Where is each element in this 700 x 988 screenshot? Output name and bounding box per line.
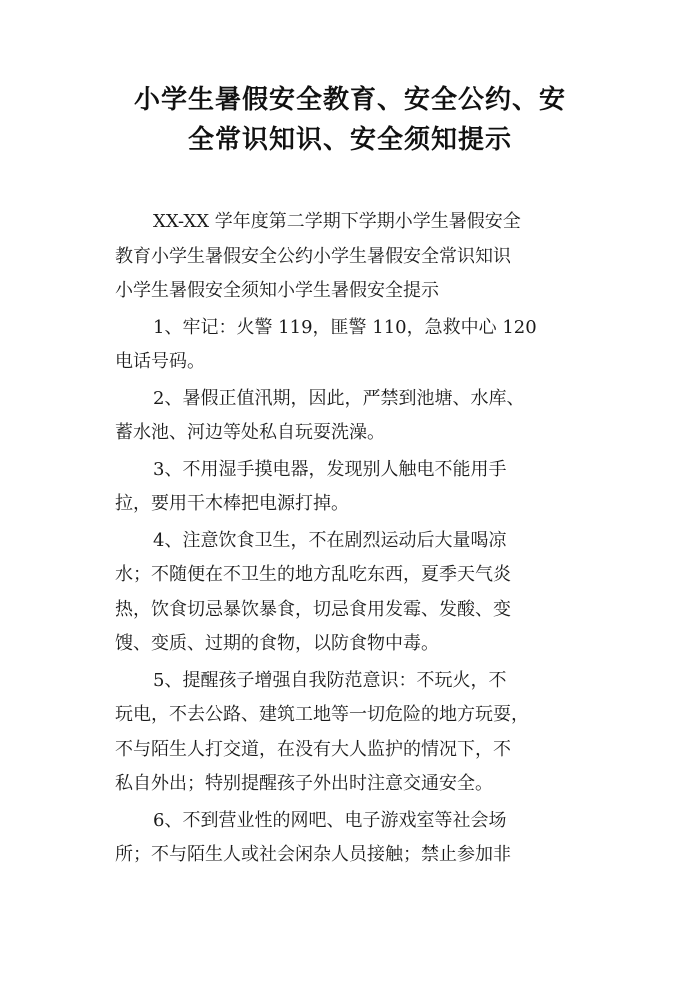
paragraph-line: 蓄水池、河边等处私自玩耍洗澡。 <box>115 422 385 443</box>
paragraph-intro <box>115 205 595 309</box>
paragraph-line: 不与陌生人打交道，在没有大人监护的情况下，不 <box>115 738 511 760</box>
paragraph-line: 5、提醒孩子增强自我防范意识：不玩火，不 <box>153 669 507 691</box>
paragraph-line: 馊、变质、过期的食物，以防食物中毒。 <box>115 633 439 654</box>
paragraph-line: 拉，要用干木棒把电源打掉。 <box>115 493 349 514</box>
paragraph-item-1 <box>115 311 595 380</box>
paragraph-line: 私自外出；特别提醒孩子外出时注意交通安全。 <box>115 773 493 794</box>
paragraph-line: 所；不与陌生人或社会闲杂人员接触；禁止参加非 <box>115 844 511 865</box>
paragraph-line: XX-XX 学年度第二学期下学期小学生暑假安全 <box>153 211 521 232</box>
paragraph-line: 水；不随便在不卫生的地方乱吃东西，夏季天气炎 <box>115 564 511 585</box>
title-line: 小学生暑假安全教育、安全公约、安 <box>133 85 566 115</box>
paragraph-item-6 <box>115 804 595 873</box>
paragraph-line: 2、暑假正值汛期，因此，严禁到池塘、水库、 <box>153 387 525 409</box>
paragraph-line: 1、牢记：火警 119，匪警 110，急救中心 120 <box>153 316 537 338</box>
paragraph-line: 热，饮食切忌暴饮暴食，切忌食用发霉、发酸、变 <box>115 598 511 620</box>
document-body <box>115 205 595 875</box>
paragraph-item-5 <box>115 664 595 802</box>
paragraph-line: 教育小学生暑假安全公约小学生暑假安全常识知识 <box>115 245 511 267</box>
title-line: 全常识知识、安全须知提示 <box>187 125 512 155</box>
paragraph-item-3 <box>115 453 595 522</box>
paragraph-line: 3、不用湿手摸电器，发现别人触电不能用手 <box>153 458 507 480</box>
paragraph-line: 电话号码。 <box>115 351 205 372</box>
paragraph-line: 小学生暑假安全须知小学生暑假安全提示 <box>115 280 439 301</box>
paragraph-item-4 <box>115 524 595 662</box>
paragraph-line: 6、不到营业性的网吧、电子游戏室等社会场 <box>153 809 507 831</box>
page-title <box>110 80 590 160</box>
paragraph-line: 4、注意饮食卫生，不在剧烈运动后大量喝凉 <box>153 529 507 551</box>
paragraph-line: 玩电，不去公路、建筑工地等一切危险的地方玩耍， <box>115 704 529 725</box>
paragraph-item-2 <box>115 382 595 451</box>
